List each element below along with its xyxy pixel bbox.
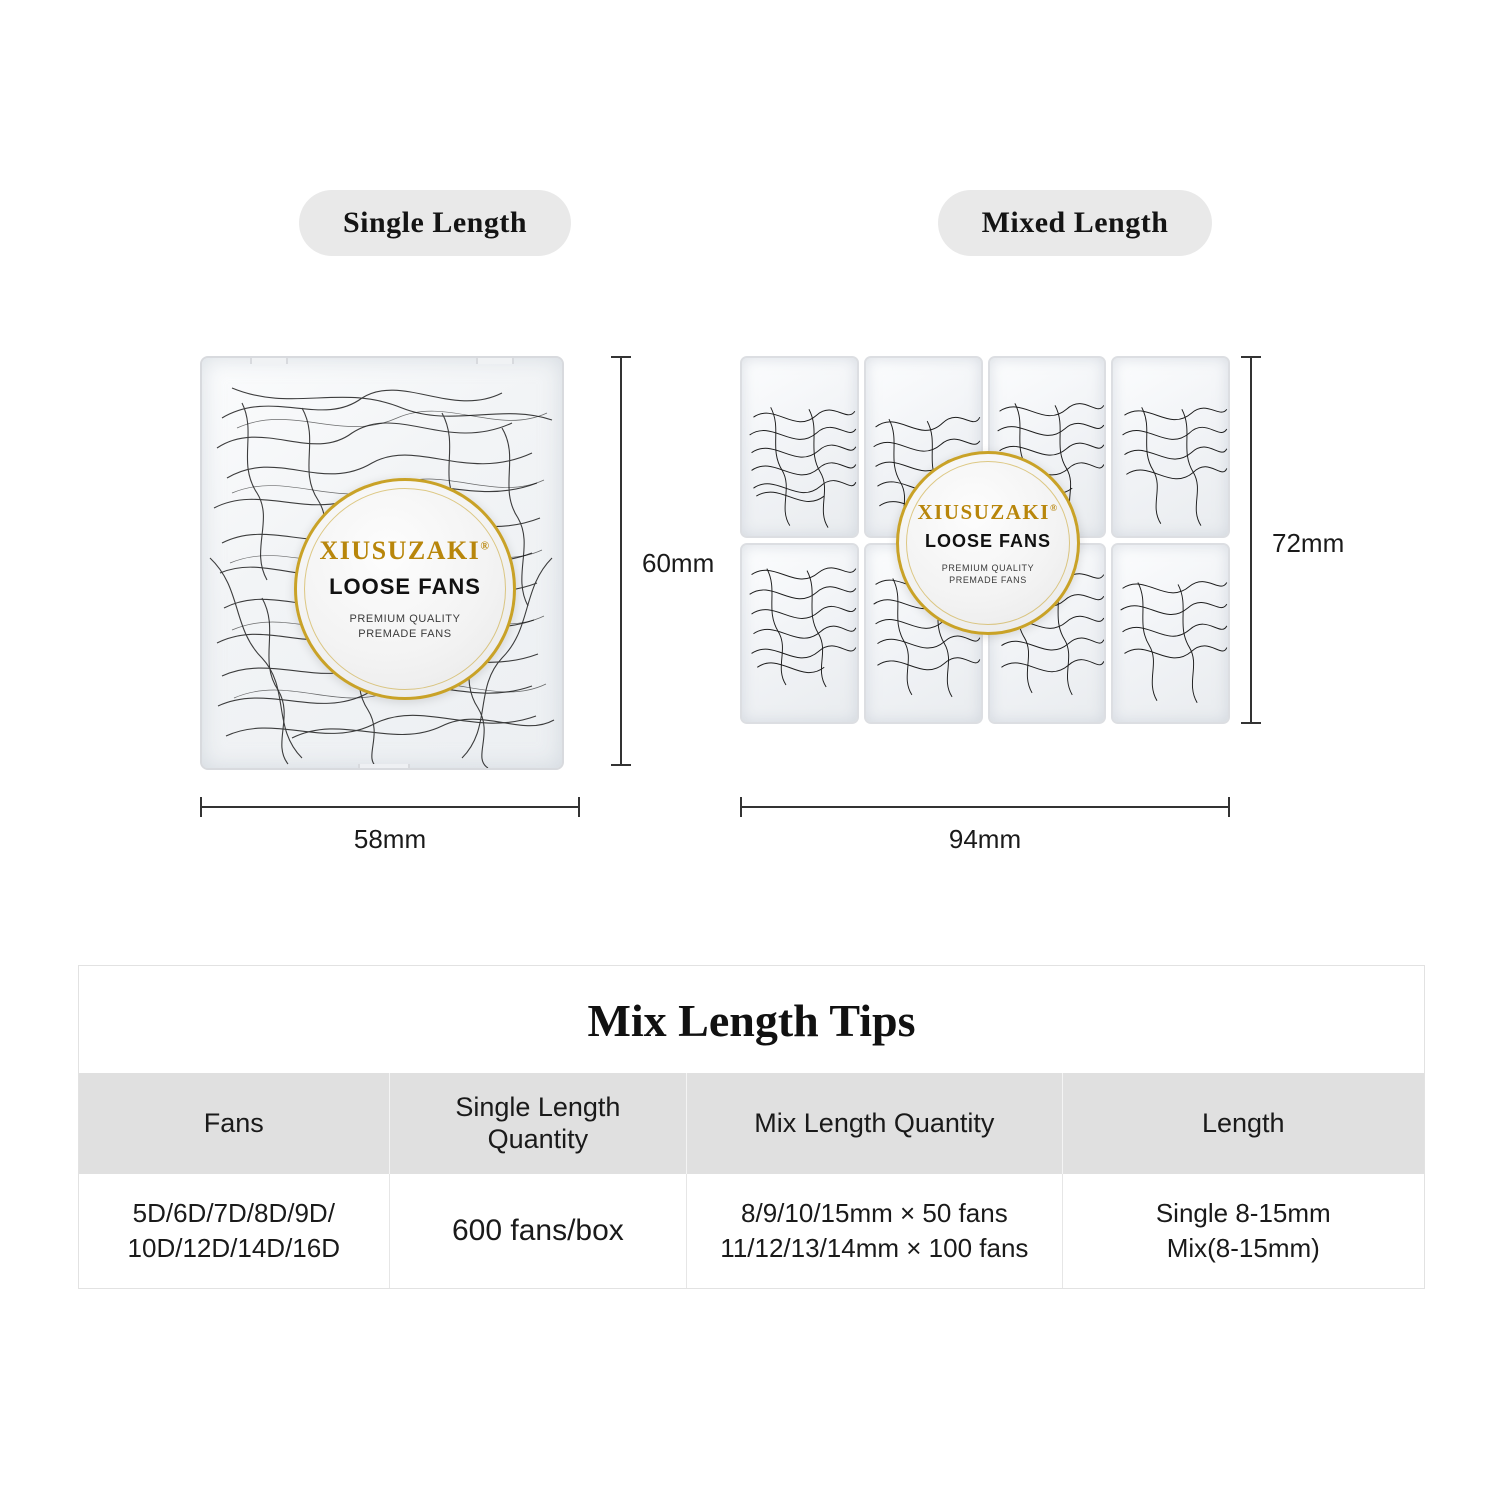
sticker-subtitle — [349, 612, 460, 642]
mixed-length-pill-wrap — [840, 190, 1310, 256]
mixed-width-ruler — [740, 806, 1230, 808]
table-body — [79, 1174, 1424, 1288]
mixed-height-label: 72mm — [1272, 528, 1345, 558]
sticker-brand: XIUSUZAKI® — [319, 536, 491, 566]
sticker-subtitle — [942, 562, 1035, 586]
single-height-label: 60mm — [642, 548, 715, 578]
compartment — [740, 356, 859, 538]
brand-sticker — [294, 478, 516, 700]
table-header — [79, 1073, 1424, 1174]
single-length-label: Single Length — [299, 190, 571, 256]
lash-fans-illustration — [742, 358, 857, 536]
compartment — [1111, 543, 1230, 725]
sticker-subtitle-line1: PREMIUM QUALITY — [349, 613, 461, 626]
table-row — [79, 1174, 1424, 1288]
cell-length: Single 8-15mm Mix(8-15mm) — [1062, 1174, 1424, 1288]
mixed-width-label: 94mm — [948, 824, 1022, 854]
cell-mix-quantity: 8/9/10/15mm × 50 fans 11/12/13/14mm × 100 fans — [687, 1174, 1062, 1288]
single-length-box — [200, 356, 564, 770]
single-width-label: 58mm — [353, 824, 427, 854]
panel-single-length — [180, 190, 715, 854]
lash-fans-illustration — [1113, 545, 1228, 723]
specs-table — [79, 1073, 1424, 1288]
single-width-ruler — [200, 806, 580, 808]
column-header-mix-length-quantity: Mix Length Quantity — [687, 1073, 1062, 1174]
mixed-length-box — [740, 356, 1230, 724]
mixed-length-label: Mixed Length — [938, 190, 1213, 256]
registered-mark: ® — [1049, 503, 1059, 514]
panel-mixed-length — [730, 190, 1350, 854]
column-header-fans: Fans — [79, 1073, 389, 1174]
mix-length-tips-table — [78, 965, 1425, 1289]
sticker-title: LOOSE FANS — [329, 574, 481, 600]
registered-mark: ® — [480, 539, 491, 553]
mixed-box-area — [730, 356, 1350, 854]
compartment — [740, 543, 859, 725]
sticker-brand: XIUSUZAKI® — [917, 499, 1059, 524]
mixed-height-ruler — [1250, 356, 1252, 724]
brand-sticker — [896, 451, 1080, 635]
compartment — [1111, 356, 1230, 538]
column-header-length: Length — [1062, 1073, 1424, 1174]
cell-single-quantity: 600 fans/box — [389, 1174, 687, 1288]
single-height-ruler — [620, 356, 622, 766]
table-header-row — [79, 1073, 1424, 1174]
column-header-single-length-quantity: Single Length Quantity — [389, 1073, 687, 1174]
sticker-title: LOOSE FANS — [924, 530, 1051, 551]
box-tab-bottom — [358, 764, 410, 770]
lash-fans-illustration — [1113, 358, 1228, 536]
single-length-pill-wrap — [215, 190, 655, 256]
cell-fans: 5D/6D/7D/8D/9D/ 10D/12D/14D/16D — [79, 1174, 389, 1288]
sticker-subtitle-line2: PREMADE FANS — [358, 628, 452, 640]
single-box-area — [180, 356, 715, 854]
sticker-subtitle-line2: PREMADE FANS — [949, 575, 1027, 585]
sticker-subtitle-line1: PREMIUM QUALITY — [941, 562, 1035, 573]
product-panels — [0, 190, 1500, 890]
table-title: Mix Length Tips — [587, 995, 916, 1046]
lash-fans-illustration — [742, 545, 857, 723]
